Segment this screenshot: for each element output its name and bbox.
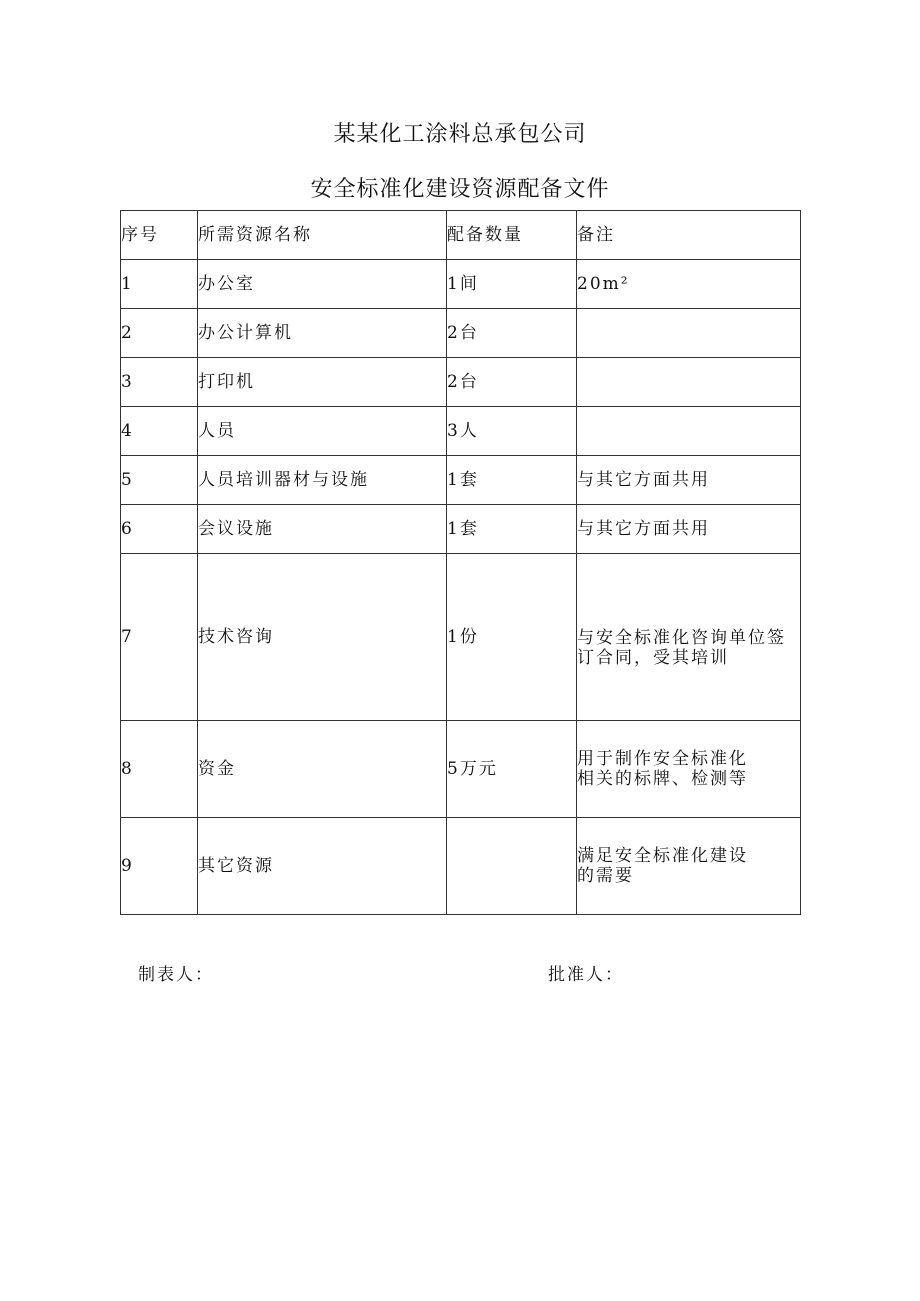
row-note: 与其它方面共用: [577, 456, 801, 505]
row-no: 4: [121, 407, 198, 456]
row-name: 人员培训器材与设施: [198, 456, 447, 505]
note-line: 相关的标牌、检测等: [577, 769, 748, 789]
note-line: 的需要: [577, 866, 634, 886]
row-qty: 1套: [447, 456, 577, 505]
row-name: 人员: [198, 407, 447, 456]
row-name: 办公计算机: [198, 309, 447, 358]
row-note: [577, 309, 801, 358]
table-row: [121, 818, 801, 915]
note-line: 用于制作安全标准化: [577, 748, 748, 769]
row-name: 其它资源: [198, 818, 447, 915]
column-header-name: 所需资源名称: [198, 211, 447, 260]
resource-table: [120, 210, 801, 915]
row-note: 与其它方面共用: [577, 505, 801, 554]
row-qty: 2台: [447, 358, 577, 407]
approved-by-label: 批准人：: [548, 965, 624, 985]
table-row: [121, 309, 801, 358]
row-no: 8: [121, 721, 198, 818]
prepared-by-label: 制表人：: [138, 965, 214, 985]
row-no: 6: [121, 505, 198, 554]
document-title: 安全标准化建设资源配备文件: [310, 177, 610, 202]
row-no: 3: [121, 358, 198, 407]
company-title: 某某化工涂料总承包公司: [333, 122, 587, 147]
row-no: 7: [121, 554, 198, 721]
row-qty: 1间: [447, 260, 577, 309]
row-qty: [447, 818, 577, 915]
row-note: [577, 407, 801, 456]
row-qty: 5万元: [447, 721, 577, 818]
table-row: [121, 721, 801, 818]
note-line: 与安全标准化咨询单位签: [577, 627, 786, 648]
row-qty: 3人: [447, 407, 577, 456]
table-row: [121, 358, 801, 407]
row-note: [577, 554, 801, 721]
row-note: [577, 721, 801, 818]
row-name: 资金: [198, 721, 447, 818]
row-name: 会议设施: [198, 505, 447, 554]
note-line: 满足安全标准化建设: [577, 845, 748, 866]
row-qty: 2台: [447, 309, 577, 358]
row-no: 9: [121, 818, 198, 915]
row-no: 1: [121, 260, 198, 309]
table-header-row: [121, 211, 801, 260]
row-name: 办公室: [198, 260, 447, 309]
row-no: 5: [121, 456, 198, 505]
table-row: [121, 260, 801, 309]
row-note: [577, 358, 801, 407]
row-note: [577, 818, 801, 915]
column-header-note: 备注: [577, 211, 801, 260]
note-line: 订合同，受其培训: [577, 648, 729, 668]
row-name: 技术咨询: [198, 554, 447, 721]
row-note: 20m²: [577, 260, 801, 309]
row-no: 2: [121, 309, 198, 358]
row-qty: 1套: [447, 505, 577, 554]
column-header-no: 序号: [121, 211, 198, 260]
table-row: [121, 407, 801, 456]
row-name: 打印机: [198, 358, 447, 407]
table-row: [121, 554, 801, 721]
table-row: [121, 505, 801, 554]
table-row: [121, 456, 801, 505]
column-header-qty: 配备数量: [447, 211, 577, 260]
row-qty: 1份: [447, 554, 577, 721]
